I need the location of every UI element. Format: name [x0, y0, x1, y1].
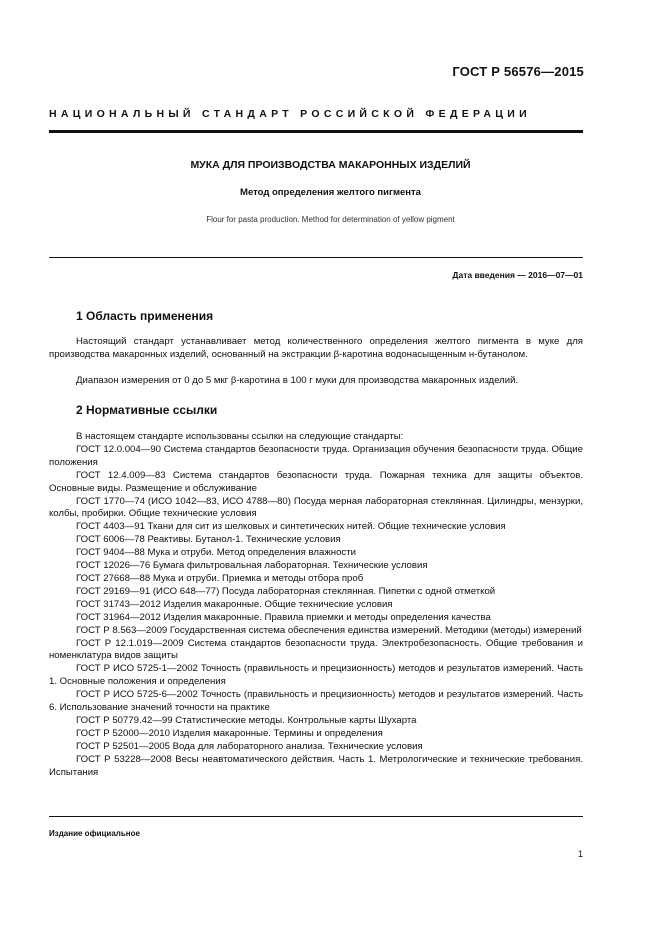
reference-item: ГОСТ Р 8.563—2009 Государственная система обеспечения единства измерений. Методики (методы) измерений: [76, 624, 582, 636]
reference-item: ГОСТ 29169—91 (ИСО 648—77) Посуда лабораторная стеклянная. Пипетки с одной отметкой: [76, 585, 496, 597]
reference-item: ГОСТ 4403—91 Ткани для сит из шелковых и синтетических нитей. Общие технические условия: [76, 521, 506, 533]
reference-item: ГОСТ Р 52000—2010 Изделия макаронные. Термины и определения: [76, 727, 383, 739]
reference-item: ГОСТ 31964—2012 Изделия макаронные. Правила приемки и методы определения качества: [76, 611, 491, 623]
section-1-paragraph: Диапазон измерения от 0 до 5 мкг β-каротина в 100 г муки для производства макаронных изделий.: [76, 375, 519, 386]
reference-item: ГОСТ 12026—76 Бумага фильтровальная лабораторная. Технические условия: [76, 560, 428, 572]
reference-item: ГОСТ Р 53228—2008 Весы неавтоматического действия. Часть 1. Метрологические и технические требования. Испытания: [49, 753, 583, 778]
references-intro: В настоящем стандарте использованы ссылки на следующие стандарты:: [76, 431, 404, 442]
introduction-date: Дата введения — 2016—07—01: [452, 270, 583, 280]
page-number: 1: [577, 849, 583, 859]
header-divider: [49, 130, 583, 133]
reference-item: ГОСТ 27668—88 Мука и отруби. Приемка и методы отбора проб: [76, 572, 364, 584]
document-subtitle: Метод определения желтого пигмента: [240, 187, 421, 198]
reference-item: ГОСТ Р ИСО 5725-1—2002 Точность (правильность и прецизионность) методов и результатов измерений. Часть 1. Основные положения и определения: [49, 663, 583, 688]
title-divider: [49, 257, 583, 258]
national-standard-banner: НАЦИОНАЛЬНЫЙ СТАНДАРТ РОССИЙСКОЙ ФЕДЕРАЦИИ: [49, 108, 531, 120]
reference-item: ГОСТ 9404—88 Мука и отруби. Метод определения влажности: [76, 547, 356, 559]
reference-item: ГОСТ Р 52501—2005 Вода для лабораторного анализа. Технические условия: [76, 740, 423, 752]
section-2-heading: 2 Нормативные ссылки: [76, 403, 218, 417]
footer-divider: [49, 816, 583, 817]
reference-item: ГОСТ 31743—2012 Изделия макаронные. Общие технические условия: [76, 598, 393, 610]
section-1-paragraph: Настоящий стандарт устанавливает метод количественного определения желтого пигмента в муке для производства макаронных изделий, основанный на экстракции β-каротина водонасыщенным н-бутанолом.: [49, 336, 583, 360]
english-title: Flour for pasta production. Method for determination of yellow pigment: [206, 215, 455, 224]
reference-item: ГОСТ 12.0.004—90 Система стандартов безопасности труда. Организация обучения безопасности труда. Общие положения: [49, 443, 583, 468]
references-list: [49, 431, 583, 779]
reference-item: ГОСТ 1770—74 (ИСО 1042—83, ИСО 4788—80) Посуда мерная лабораторная стеклянная. Цилиндры, мензурки, колбы, пробирки. Общие технические условия: [49, 495, 583, 520]
reference-item: ГОСТ Р ИСО 5725-6—2002 Точность (правильность и прецизионность) методов и результатов измерений. Часть 6. Использование значений точности на практике: [49, 689, 583, 714]
reference-item: ГОСТ 12.4.009—83 Система стандартов безопасности труда. Пожарная техника для защиты объектов. Основные виды. Размещение и обслуживание: [49, 469, 583, 494]
official-edition-label: Издание официальное: [49, 829, 140, 838]
reference-item: ГОСТ Р 50779.42—99 Статистические методы. Контрольные карты Шухарта: [76, 714, 417, 726]
document-code: ГОСТ Р 56576—2015: [452, 64, 584, 79]
reference-item: ГОСТ Р 12.1.019—2009 Система стандартов безопасности труда. Электробезопасность. Общие требования и номенклатура видов защиты: [49, 637, 583, 662]
section-1-heading: 1 Область применения: [76, 309, 214, 323]
reference-item: ГОСТ 6006—78 Реактивы. Бутанол-1. Технические условия: [76, 534, 341, 546]
document-title: МУКА ДЛЯ ПРОИЗВОДСТВА МАКАРОННЫХ ИЗДЕЛИЙ: [190, 159, 471, 171]
